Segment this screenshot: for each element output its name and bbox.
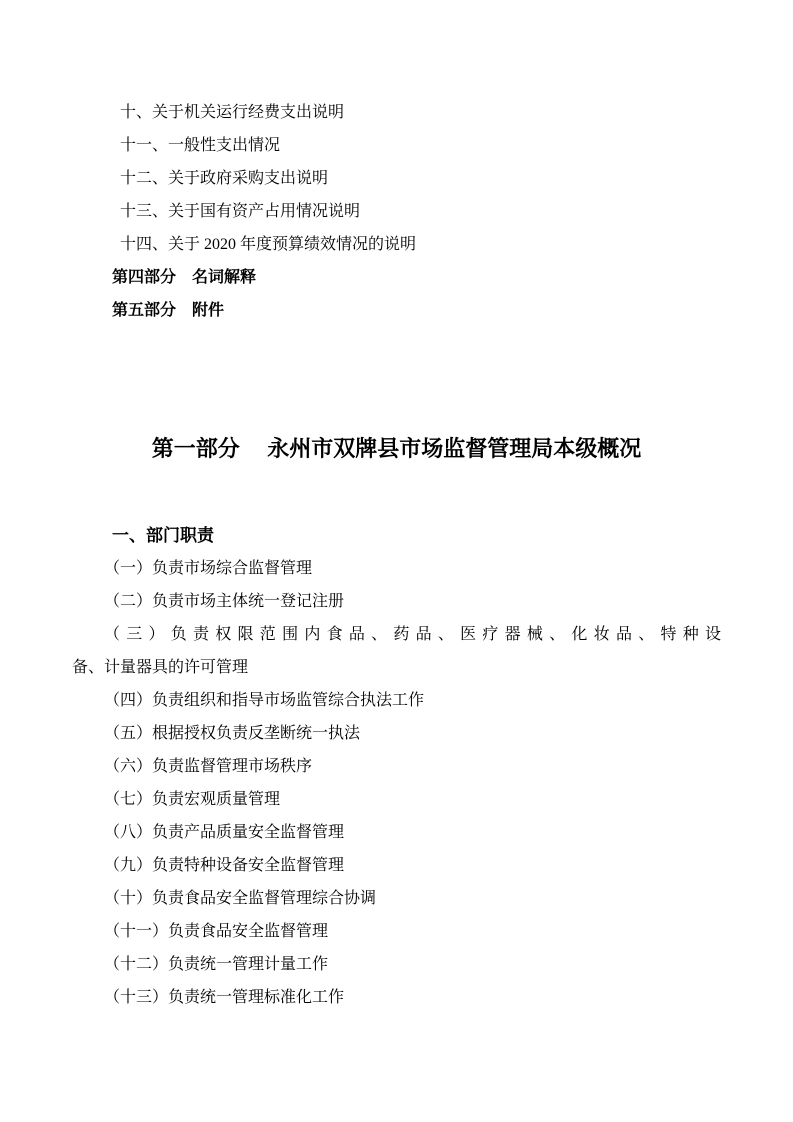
duty-item-continuation: 备、计量器具的许可管理 (72, 659, 249, 676)
part-heading-glossary: 第四部分 名词解释 (112, 269, 257, 286)
toc-item: 十一、一般性支出情况 (120, 137, 281, 154)
duties-list (72, 552, 721, 1014)
section-title: 第一部分 永州市双牌县市场监督管理局本级概况 (151, 436, 642, 461)
part-heading-attachments: 第五部分 附件 (112, 302, 225, 319)
duty-item: （八）负责产品质量安全监督管理 (104, 824, 345, 841)
duty-item: （六）负责监督管理市场秩序 (104, 758, 313, 775)
duty-item: （九）负责特种设备安全监督管理 (104, 857, 345, 874)
duty-item: （二）负责市场主体统一登记注册 (104, 593, 345, 610)
toc-item: 十二、关于政府采购支出说明 (120, 170, 329, 187)
duty-item: （七）负责宏观质量管理 (104, 791, 281, 808)
duty-item: （十二）负责统一管理计量工作 (104, 956, 329, 973)
toc-list (72, 96, 721, 261)
toc-item: 十四、关于 2020 年度预算绩效情况的说明 (120, 236, 417, 253)
duty-item: （一）负责市场综合监督管理 (104, 560, 313, 577)
duty-item: （五）根据授权负责反垄断统一执法 (104, 725, 361, 742)
duty-item: （三）负责权限范围内食品、药品、医疗器械、化妆品、特种设 (104, 626, 721, 643)
toc-item: 十、关于机关运行经费支出说明 (120, 104, 345, 121)
duty-item: （十一）负责食品安全监督管理 (104, 923, 329, 940)
duties-heading: 一、部门职责 (112, 526, 214, 545)
duty-item: （四）负责组织和指导市场监管综合执法工作 (104, 692, 425, 709)
toc-item: 十三、关于国有资产占用情况说明 (120, 203, 361, 220)
duty-item: （十三）负责统一管理标准化工作 (104, 989, 345, 1006)
duty-item: （十）负责食品安全监督管理综合协调 (104, 890, 377, 907)
